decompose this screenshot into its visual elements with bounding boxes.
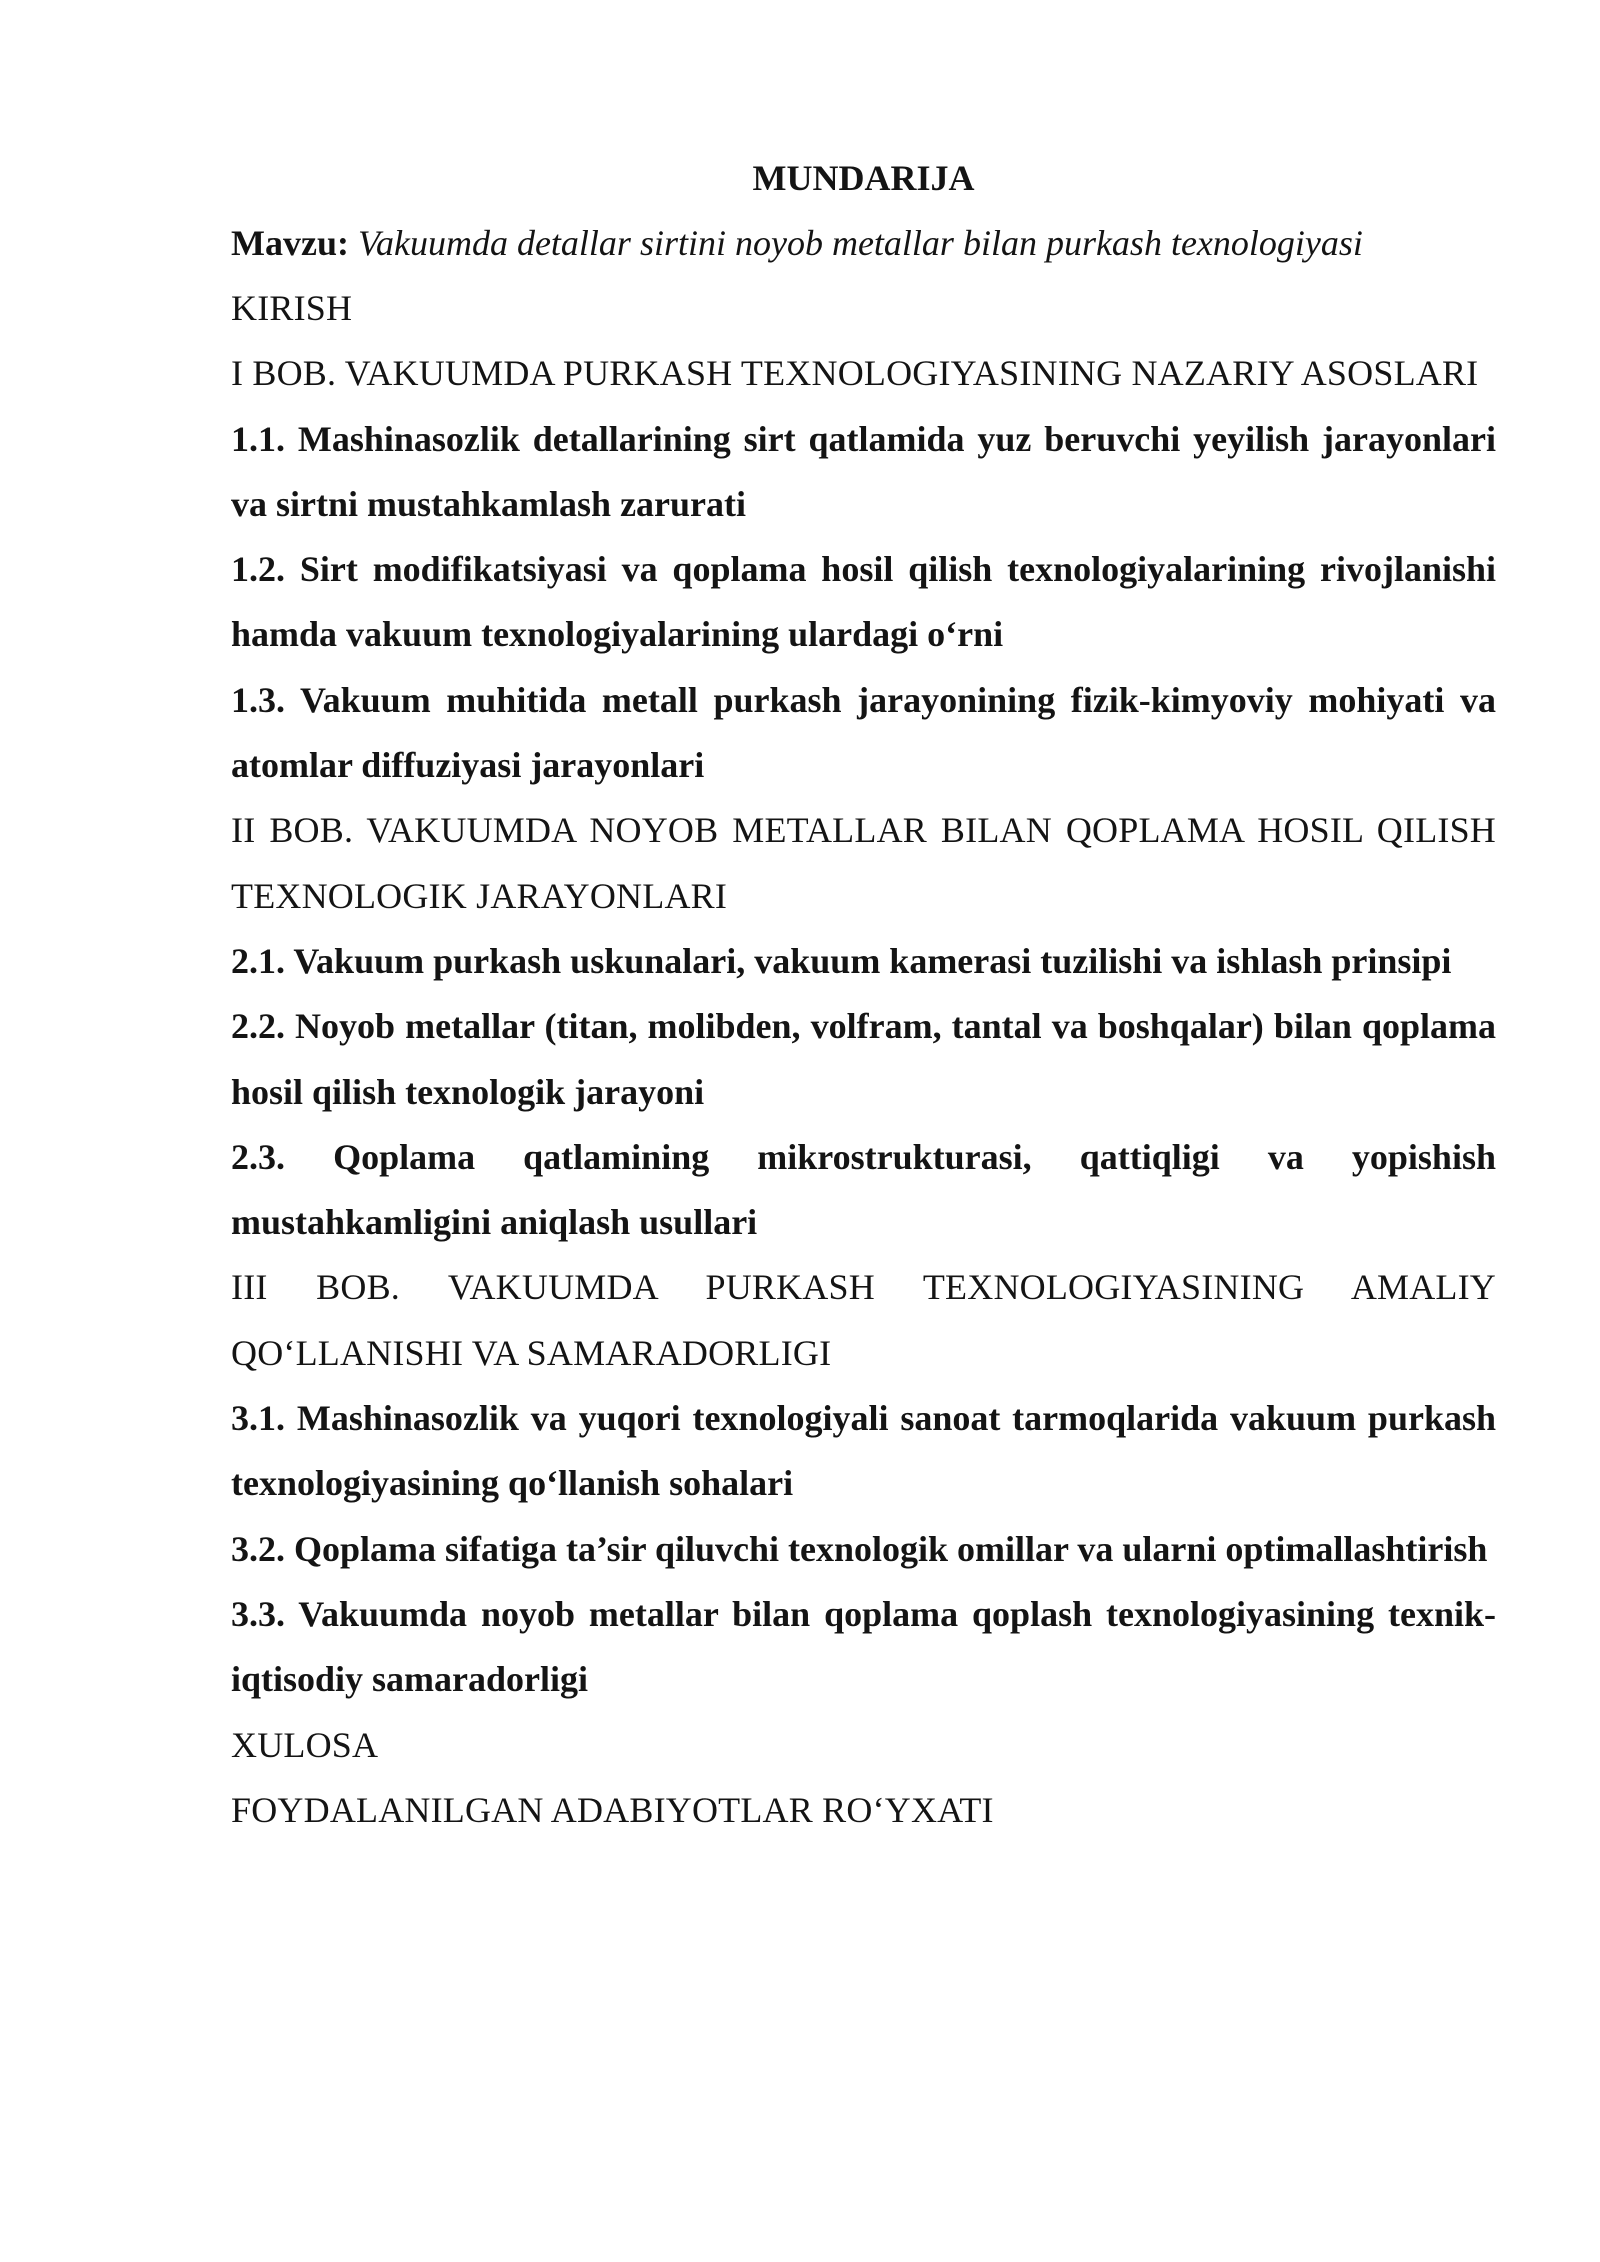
toc-entry-chapter-3: III BOB. VAKUUMDA PURKASH TEXNOLOGIYASINING AMALIY QO‘LLANISHI VA SAMARADORLIGI [231,1267,1496,1373]
topic-text: Vakuumda detallar sirtini noyob metallar bilan purkash texnologiyasi [357,223,1363,263]
topic-label: Mavzu: [231,223,349,263]
topic-line [231,211,1496,276]
toc-entry-section-3-2: 3.2. Qoplama sifatiga ta’sir qiluvchi texnologik omillar va ularni optimallashtirish [231,1528,1488,1569]
toc-entry-chapter-1: I BOB. VAKUUMDA PURKASH TEXNOLOGIYASINING NAZARIY ASOSLARI [231,353,1479,394]
toc-entry-section-1-3: 1.3. Vakuum muhitida metall purkash jarayonining fizik-kimyoviy mohiyati va atomlar diffuziyasi jarayonlari [231,679,1496,786]
toc-entry-section-2-3: 2.3. Qoplama qatlamining mikrostrukturasi, qattiqligi va yopishish mustahkamligini aniqlash usullari [231,1136,1496,1243]
toc-entry-chapter-2: II BOB. VAKUUMDA NOYOB METALLAR BILAN QOPLAMA HOSIL QILISH TEXNOLOGIK JARAYONLARI [231,810,1496,916]
toc-entry-introduction: KIRISH [231,288,353,328]
document-title: MUNDARIJA [752,158,975,198]
document-page [231,146,1496,1843]
toc-entry-section-2-2: 2.2. Noyob metallar (titan, molibden, volfram, tantal va boshqalar) bilan qoplama hosil qilish texnologik jarayoni [231,1006,1496,1112]
toc-entry-section-3-3: 3.3. Vakuumda noyob metallar bilan qoplama qoplash texnologiyasining texnik-iqtisodiy samaradorligi [231,1593,1496,1700]
toc-entry-section-1-1: 1.1. Mashinasozlik detallarining sirt qatlamida yuz beruvchi yeyilish jarayonlari va sirtni mustahkamlash zarurati [231,418,1496,524]
toc-entry-section-3-1: 3.1. Mashinasozlik va yuqori texnologiyali sanoat tarmoqlarida vakuum purkash texnologiyasining qo‘llanish sohalari [231,1398,1496,1504]
toc-entry-section-2-1: 2.1. Vakuum purkash uskunalari, vakuum kamerasi tuzilishi va ishlash prinsipi [231,940,1452,981]
toc-entry-references: FOYDALANILGAN ADABIYOTLAR RO‘YXATI [231,1789,994,1830]
toc-entry-conclusion: XULOSA [231,1724,379,1765]
toc-entry-section-1-2: 1.2. Sirt modifikatsiyasi va qoplama hosil qilish texnologiyalarining rivojlanishi hamda vakuum texnologiyalarining ulardagi o‘rni [231,549,1496,655]
